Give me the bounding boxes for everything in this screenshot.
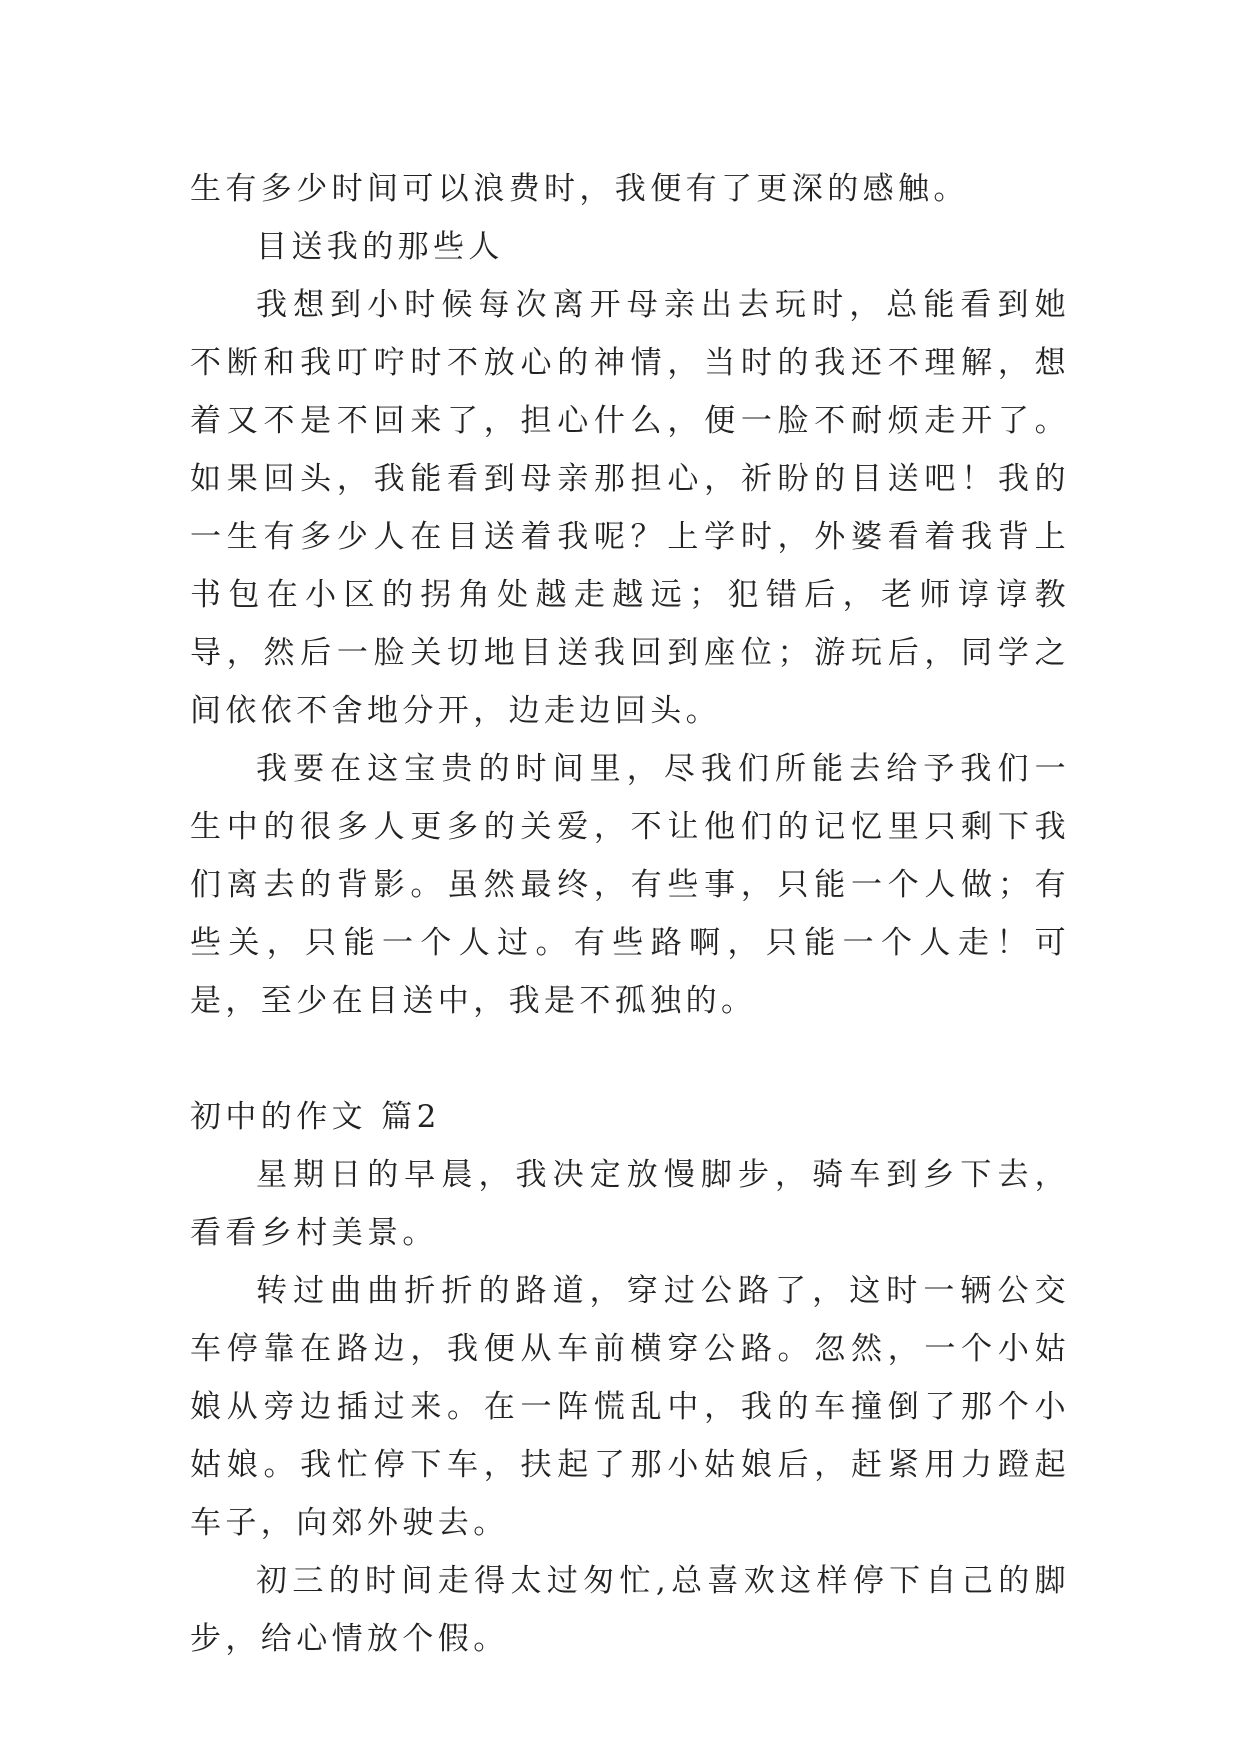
- paragraph-4: 星期日的早晨，我决定放慢脚步，骑车到乡下去，看看乡村美景。: [190, 1157, 1070, 1251]
- paragraph-2: 我想到小时候每次离开母亲出去玩时，总能看到她不断和我叮咛时不放心的神情，当时的我还不理解，想着又不是不回来了，担心什么，便一脸不耐烦走开了。如果回头，我能看到母亲那担心，祈盼的目送吧！我的一生有多少人在目送着我呢？上学时，外婆看着我背上书包在小区的拐角处越走越远；犯错后，老师谆谆教导，然后一脸关切地目送我回到座位；游玩后，同学之间依依不舍地分开，边走边回头。: [190, 287, 1070, 729]
- paragraph-3: 我要在这宝贵的时间里，尽我们所能去给予我们一生中的很多人更多的关爱，不让他们的记忆里只剩下我们离去的背影。虽然最终，有些事，只能一个人做；有些关，只能一个人过。有些路啊，只能一个人走！可是，至少在目送中，我是不孤独的。: [190, 751, 1070, 1019]
- subheading-farewell: 目送我的那些人: [256, 229, 504, 265]
- paragraph-6: 初三的时间走得太过匆忙,总喜欢这样停下自己的脚步，给心情放个假。: [190, 1563, 1070, 1657]
- section-heading: 初中的作文 篇2: [190, 1099, 441, 1135]
- paragraph-1: 生有多少时间可以浪费时，我便有了更深的感触。: [190, 171, 969, 207]
- paragraph-5: 转过曲曲折折的路道，穿过公路了，这时一辆公交车停靠在路边，我便从车前横穿公路。忽然，一个小姑娘从旁边插过来。在一阵慌乱中，我的车撞倒了那个小姑娘。我忙停下车，扶起了那小姑娘后，赶紧用力蹬起车子，向郊外驶去。: [190, 1273, 1070, 1541]
- document-page: [190, 160, 1070, 1668]
